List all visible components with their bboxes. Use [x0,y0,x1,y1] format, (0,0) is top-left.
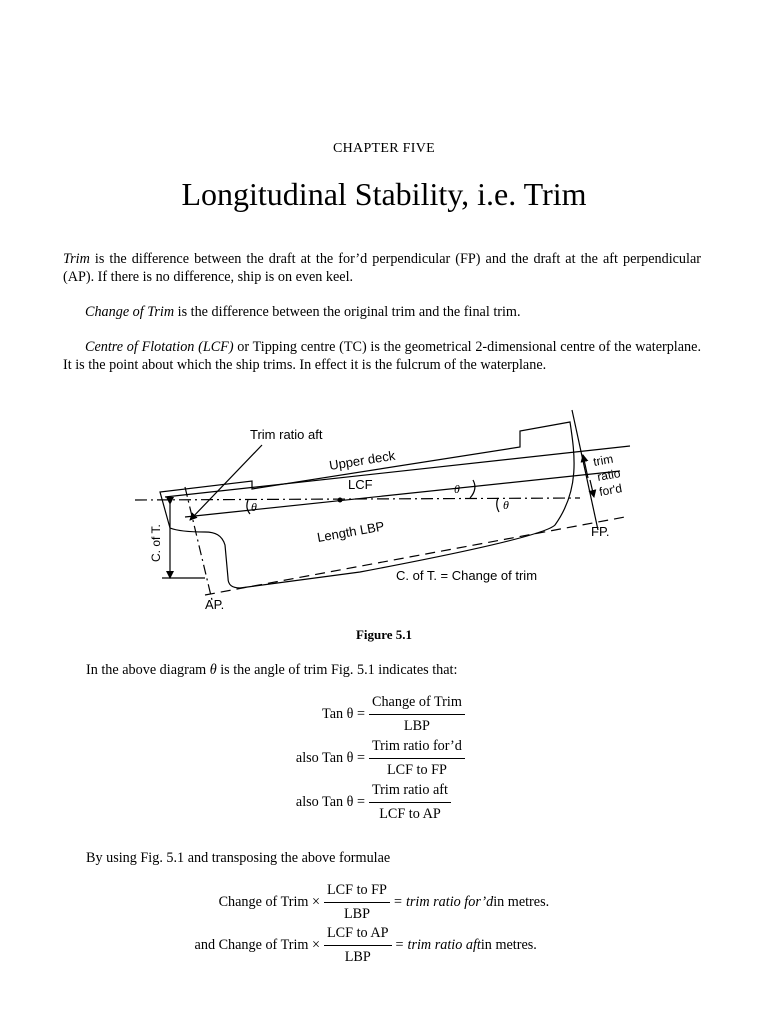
result-equation-2 [160,925,537,966]
equation-2-denominator: LCF to FP [386,762,447,778]
fp-perpendicular [572,410,598,530]
paragraph-trim-text: is the difference between the draft at the for’d perpendicular (FP) and the draft at the aft perpendicular (AP). If there is no difference, ship is on even keel. [63,251,701,285]
paragraph-change-of-trim [63,303,701,321]
theta-arc-mid [470,480,475,498]
result-equation-1 [160,882,549,923]
label-ratio: ratio [596,466,622,484]
paragraph-change-of-trim-text: is the difference between the original trim and the final trim. [174,304,521,320]
label-ford: for'd [598,481,624,499]
length-lbp-line [205,517,625,595]
result-2-denominator: LBP [344,949,371,965]
paragraph-lcf-text: or Tipping centre (TC) is the geometrical 2-dimensional centre of the waterplane. It is the point about which the ship trims. In effect it is the fulcrum of the waterplane. [63,339,701,373]
page-title: Longitudinal Stability, i.e. Trim [181,176,587,212]
result-2-suffix: in metres. [480,937,537,953]
result-2-lhs: and Change of Trim × [194,937,320,953]
equation-3-denominator: LCF to AP [379,806,441,822]
hull-outline [160,422,574,588]
transpose-line: By using Fig. 5.1 and transposing the above formulae [86,850,391,866]
label-fp: FP. [591,524,610,539]
intro-line-post: is the angle of trim Fig. 5.1 indicates that: [216,662,458,678]
label-length-lbp: Length LBP [315,518,386,545]
result-1-lhs: Change of Trim × [218,894,320,910]
label-trim: trim [592,451,615,469]
trim-diagram [0,400,768,620]
result-2-value: trim ratio aft [407,937,481,953]
result-2-fraction [324,925,392,966]
result-1-numerator: LCF to FP [324,882,390,903]
label-theta-fwd: θ [503,498,509,512]
equation-1 [270,694,465,735]
equation-1-fraction [369,694,465,735]
chapter-label: CHAPTER FIVE [333,141,435,156]
equation-3-fraction [369,782,451,823]
label-lcf: LCF [348,477,373,492]
upper-deck-line [165,446,630,497]
equation-1-numerator: Change of Trim [369,694,465,715]
result-1-suffix: in metres. [493,894,550,910]
term-lcf: Centre of Flotation (LCF) [85,339,234,355]
equation-2 [270,738,465,779]
label-upper-deck: Upper deck [328,447,397,473]
figure-caption: Figure 5.1 [355,627,413,642]
intro-line [86,662,457,679]
equation-3-lhs: also Tan θ = [295,794,365,810]
theta-arc-aft [247,500,250,514]
label-c-of-t: C. of T. [149,524,163,562]
equation-2-numerator: Trim ratio for’d [369,738,465,759]
ap-perpendicular [185,487,212,600]
equation-3-numerator: Trim ratio aft [369,782,451,803]
theta-arc-fwd [497,498,499,512]
result-1-equals: = [393,894,402,910]
term-trim: Trim [63,251,90,267]
label-trim-ratio-aft: Trim ratio aft [250,427,323,442]
label-ap: AP. [205,597,225,612]
label-theta-mid: θ [454,482,460,496]
result-1-denominator: LBP [343,906,370,922]
term-change-of-trim: Change of Trim [85,304,175,320]
result-2-numerator: LCF to AP [324,925,392,946]
equation-1-denominator: LBP [403,718,430,734]
equation-3 [270,782,451,823]
paragraph-trim [63,250,701,286]
intro-line-theta: θ [209,662,217,678]
result-1-fraction [324,882,390,923]
label-theta-aft: θ [251,500,257,514]
result-2-equals: = [395,937,404,953]
lcf-point [338,498,343,503]
label-c-of-t-eq: C. of T. = Change of trim [396,568,538,583]
equation-2-lhs: also Tan θ = [295,750,365,766]
equation-1-lhs: Tan θ = [322,706,365,722]
result-1-value: trim ratio for’d [405,894,494,910]
equation-2-fraction [369,738,465,779]
paragraph-lcf [63,338,701,374]
intro-line-pre: In the above diagram [86,662,210,678]
